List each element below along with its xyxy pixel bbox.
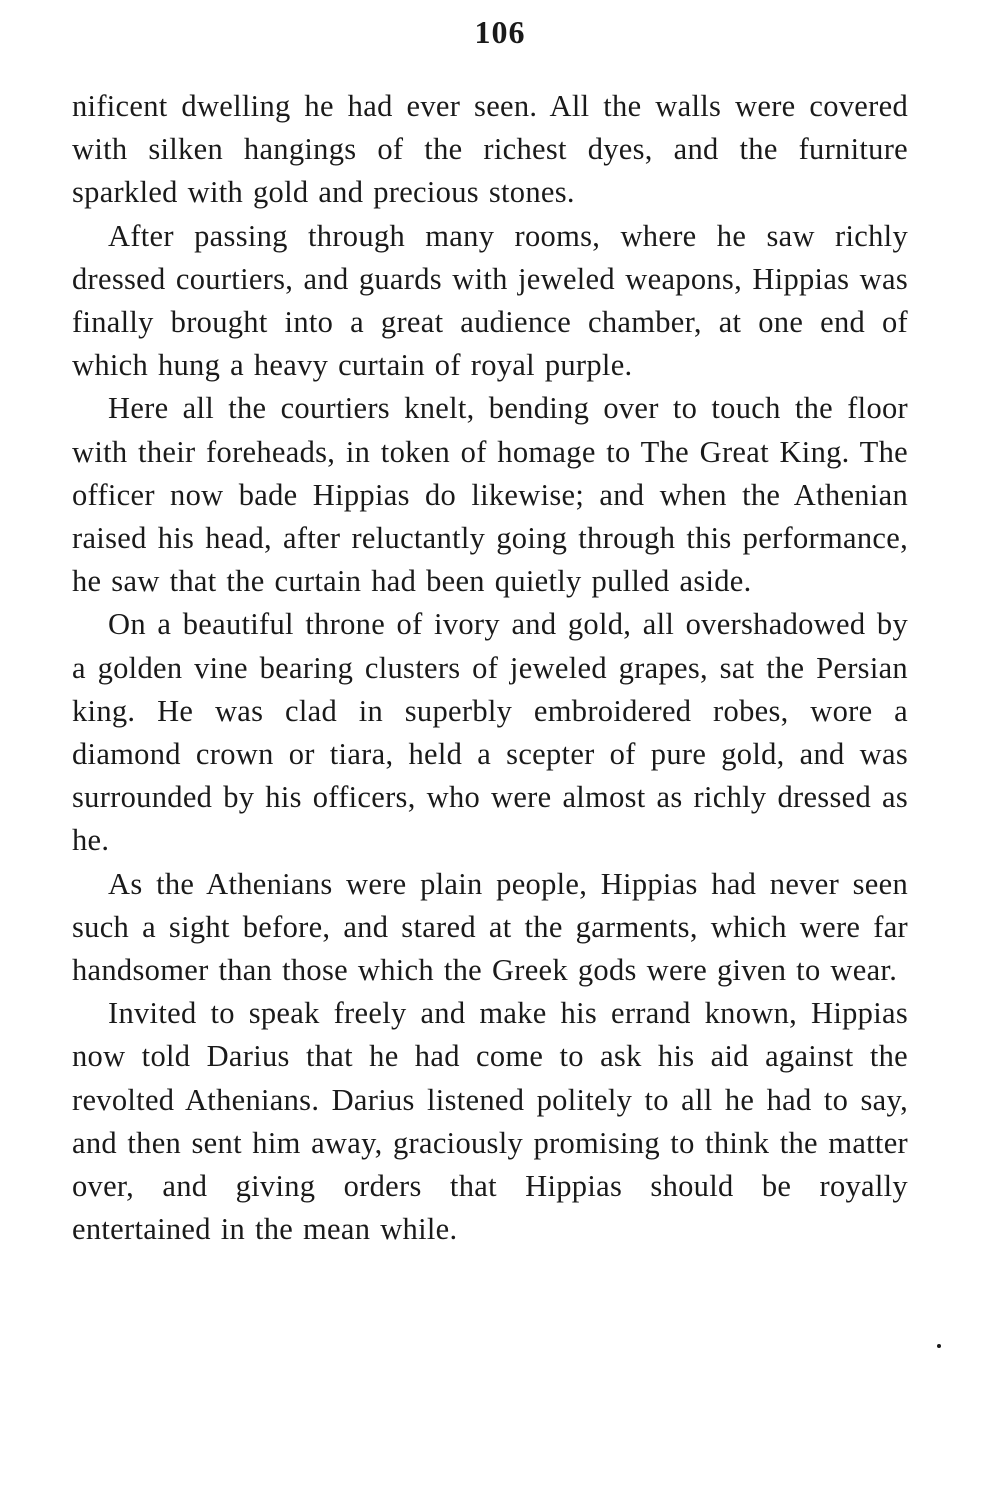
paragraph: On a beautiful throne of ivory and gold, all overshadowed by a golden vine bearing clusters of jeweled grapes, sat the Persian king. He was clad in superbly embroidered robes, wore a diamond crown or tiara, held a scepter of pure gold, and was surrounded by his officers, who were almost as richly dressed as he. [72, 607, 908, 858]
paragraph: After passing through many rooms, where he saw richly dressed courtiers, and guards with jeweled weapons, Hippias was finally brought into a great audience chamber, at one end of which hung a heavy curtain of royal purple. [72, 218, 908, 383]
page-number: 106 [474, 14, 526, 50]
paragraph: Invited to speak freely and make his errand known, Hippias now told Darius that he had come to ask his aid against the revolted Athenians. Darius listened politely to all he had to say, and then sent him away, graciously promising to think the matter over, and giving orders that Hippias should be royally entertained in the mean while. [72, 996, 908, 1247]
paragraph-continuation: nificent dwelling he had ever seen. All the walls were covered with silken hangings of the richest dyes, and the furniture sparkled with gold and precious stones. [72, 89, 908, 210]
paragraph: Here all the courtiers knelt, bending over to touch the floor with their foreheads, in token of homage to The Great King. The officer now bade Hippias do likewise; and when the Athenian raised his head, after reluctantly going through this performance, he saw that the curtain had been quietly pulled aside. [72, 391, 908, 599]
body-text [72, 85, 908, 1251]
paragraph: As the Athenians were plain people, Hippias had never seen such a sight before, and stared at the garments, which were far handsomer than those which the Greek gods were given to wear. [72, 866, 908, 988]
ink-speck [937, 1344, 941, 1348]
